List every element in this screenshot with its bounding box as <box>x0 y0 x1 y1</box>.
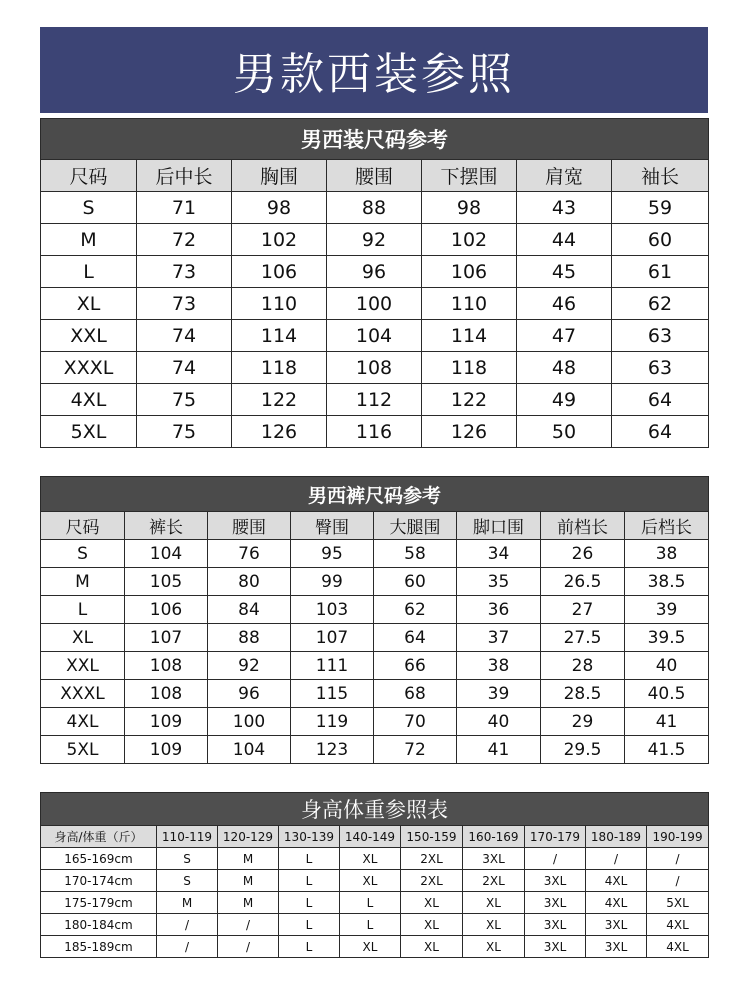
table-row <box>41 624 709 652</box>
table-cell: 75 <box>137 384 232 416</box>
hw-table-title: 身高体重参照表 <box>41 793 709 826</box>
table-cell: 80 <box>208 568 291 596</box>
table-cell: 5XL <box>41 416 137 448</box>
table-cell: 170-174cm <box>41 870 157 892</box>
table-cell: 102 <box>422 224 517 256</box>
table-cell: 4XL <box>41 384 137 416</box>
table-cell: 108 <box>125 680 208 708</box>
table-cell: XL <box>340 936 401 958</box>
table-cell: 68 <box>374 680 457 708</box>
column-header: 腰围 <box>208 512 291 540</box>
table-cell: 3XL <box>525 936 586 958</box>
table-cell: S <box>157 870 218 892</box>
table-cell: 48 <box>517 352 612 384</box>
table-cell: S <box>157 848 218 870</box>
pants-header-row <box>41 512 709 540</box>
table-row <box>41 848 709 870</box>
table-cell: 114 <box>422 320 517 352</box>
table-cell: L <box>279 914 340 936</box>
table-cell: L <box>279 848 340 870</box>
table-cell: 63 <box>612 320 709 352</box>
suit-size-table <box>40 118 709 448</box>
pants-size-table <box>40 476 709 764</box>
table-cell: 3XL <box>525 870 586 892</box>
table-row <box>41 936 709 958</box>
table-cell: 72 <box>374 736 457 764</box>
table-cell: 27.5 <box>541 624 625 652</box>
table-cell: 47 <box>517 320 612 352</box>
table-row <box>41 288 709 320</box>
column-header: 170-179 <box>525 826 586 848</box>
table-cell: 4XL <box>586 892 647 914</box>
table-cell: 64 <box>612 384 709 416</box>
table-cell: 4XL <box>647 914 709 936</box>
table-cell: 41 <box>625 708 709 736</box>
table-cell: 63 <box>612 352 709 384</box>
column-header: 后中长 <box>137 160 232 192</box>
table-cell: 75 <box>137 416 232 448</box>
table-cell: 98 <box>422 192 517 224</box>
table-cell: XXL <box>41 320 137 352</box>
table-cell: 126 <box>422 416 517 448</box>
column-header: 胸围 <box>232 160 327 192</box>
table-cell: XXXL <box>41 352 137 384</box>
table-cell: 74 <box>137 320 232 352</box>
table-cell: 122 <box>232 384 327 416</box>
table-cell: 27 <box>541 596 625 624</box>
table-cell: 100 <box>208 708 291 736</box>
column-header: 腰围 <box>327 160 422 192</box>
table-cell: 59 <box>612 192 709 224</box>
table-row <box>41 416 709 448</box>
column-header: 脚口围 <box>457 512 541 540</box>
table-cell: 88 <box>327 192 422 224</box>
table-cell: 62 <box>374 596 457 624</box>
table-cell: 5XL <box>41 736 125 764</box>
table-cell: 40 <box>457 708 541 736</box>
table-cell: / <box>586 848 647 870</box>
column-header: 裤长 <box>125 512 208 540</box>
table-cell: 122 <box>422 384 517 416</box>
table-cell: 100 <box>327 288 422 320</box>
table-cell: XL <box>41 624 125 652</box>
table-cell: XL <box>463 892 525 914</box>
table-cell: 61 <box>612 256 709 288</box>
table-cell: XL <box>401 892 463 914</box>
table-cell: 43 <box>517 192 612 224</box>
table-row <box>41 892 709 914</box>
table-cell: M <box>41 224 137 256</box>
table-cell: XXL <box>41 652 125 680</box>
table-cell: L <box>340 892 401 914</box>
table-cell: 35 <box>457 568 541 596</box>
table-cell: 41.5 <box>625 736 709 764</box>
table-cell: 106 <box>422 256 517 288</box>
table-cell: 119 <box>291 708 374 736</box>
table-cell: 104 <box>208 736 291 764</box>
table-cell: L <box>41 596 125 624</box>
table-cell: M <box>218 870 279 892</box>
table-row <box>41 320 709 352</box>
table-cell: / <box>157 914 218 936</box>
column-header: 140-149 <box>340 826 401 848</box>
table-row <box>41 708 709 736</box>
table-cell: 108 <box>327 352 422 384</box>
table-cell: 115 <box>291 680 374 708</box>
table-cell: 2XL <box>401 870 463 892</box>
table-row <box>41 652 709 680</box>
table-cell: 106 <box>125 596 208 624</box>
table-cell: L <box>279 892 340 914</box>
table-cell: 45 <box>517 256 612 288</box>
page-banner <box>40 27 708 113</box>
table-cell: 110 <box>422 288 517 320</box>
table-cell: 109 <box>125 708 208 736</box>
table-cell: 44 <box>517 224 612 256</box>
table-cell: / <box>525 848 586 870</box>
table-cell: 118 <box>422 352 517 384</box>
table-cell: M <box>41 568 125 596</box>
table-cell: 74 <box>137 352 232 384</box>
table-cell: 4XL <box>647 936 709 958</box>
table-cell: 3XL <box>525 892 586 914</box>
table-cell: 3XL <box>463 848 525 870</box>
column-header: 160-169 <box>463 826 525 848</box>
table-cell: 4XL <box>586 870 647 892</box>
suit-header-row <box>41 160 709 192</box>
table-row <box>41 736 709 764</box>
table-cell: XL <box>340 870 401 892</box>
table-cell: 3XL <box>586 914 647 936</box>
table-cell: / <box>647 870 709 892</box>
table-cell: 66 <box>374 652 457 680</box>
table-cell: 92 <box>208 652 291 680</box>
table-cell: 4XL <box>41 708 125 736</box>
table-cell: 37 <box>457 624 541 652</box>
table-cell: 104 <box>327 320 422 352</box>
table-row <box>41 596 709 624</box>
table-cell: 109 <box>125 736 208 764</box>
column-header: 110-119 <box>157 826 218 848</box>
table-cell: 185-189cm <box>41 936 157 958</box>
table-cell: 40 <box>625 652 709 680</box>
table-cell: 95 <box>291 540 374 568</box>
table-row <box>41 870 709 892</box>
column-header: 尺码 <box>41 160 137 192</box>
column-header: 肩宽 <box>517 160 612 192</box>
table-cell: 102 <box>232 224 327 256</box>
column-header: 180-189 <box>586 826 647 848</box>
table-cell: 64 <box>374 624 457 652</box>
table-cell: 29.5 <box>541 736 625 764</box>
table-cell: 84 <box>208 596 291 624</box>
table-cell: 29 <box>541 708 625 736</box>
height-weight-table <box>40 792 709 958</box>
table-cell: 99 <box>291 568 374 596</box>
column-header: 前档长 <box>541 512 625 540</box>
table-cell: XXXL <box>41 680 125 708</box>
column-header: 120-129 <box>218 826 279 848</box>
table-cell: 71 <box>137 192 232 224</box>
table-row <box>41 540 709 568</box>
table-cell: L <box>279 936 340 958</box>
table-cell: 3XL <box>586 936 647 958</box>
table-cell: 106 <box>232 256 327 288</box>
table-cell: 34 <box>457 540 541 568</box>
column-header: 下摆围 <box>422 160 517 192</box>
table-cell: 41 <box>457 736 541 764</box>
table-cell: XL <box>41 288 137 320</box>
table-cell: 64 <box>612 416 709 448</box>
table-cell: 96 <box>327 256 422 288</box>
table-cell: 46 <box>517 288 612 320</box>
table-cell: 60 <box>612 224 709 256</box>
table-row <box>41 568 709 596</box>
column-header: 190-199 <box>647 826 709 848</box>
table-row <box>41 352 709 384</box>
banner-title: 男款西装参照 <box>233 49 515 100</box>
table-cell: 73 <box>137 256 232 288</box>
table-cell: 38 <box>457 652 541 680</box>
table-cell: L <box>279 870 340 892</box>
table-cell: 180-184cm <box>41 914 157 936</box>
table-cell: 105 <box>125 568 208 596</box>
column-header: 大腿围 <box>374 512 457 540</box>
table-cell: 49 <box>517 384 612 416</box>
table-cell: 50 <box>517 416 612 448</box>
table-cell: 60 <box>374 568 457 596</box>
table-cell: 70 <box>374 708 457 736</box>
table-cell: 123 <box>291 736 374 764</box>
table-row <box>41 256 709 288</box>
table-cell: / <box>218 936 279 958</box>
table-cell: 110 <box>232 288 327 320</box>
table-cell: 104 <box>125 540 208 568</box>
table-cell: 116 <box>327 416 422 448</box>
column-header: 尺码 <box>41 512 125 540</box>
table-cell: XL <box>401 936 463 958</box>
table-cell: M <box>157 892 218 914</box>
table-row <box>41 914 709 936</box>
table-cell: 118 <box>232 352 327 384</box>
table-cell: 2XL <box>401 848 463 870</box>
table-cell: XL <box>340 848 401 870</box>
table-cell: / <box>157 936 218 958</box>
column-header: 袖长 <box>612 160 709 192</box>
table-cell: 38 <box>625 540 709 568</box>
column-header: 身高/体重（斤） <box>41 826 157 848</box>
table-cell: 40.5 <box>625 680 709 708</box>
table-row <box>41 224 709 256</box>
table-cell: 26 <box>541 540 625 568</box>
table-row <box>41 192 709 224</box>
table-cell: 165-169cm <box>41 848 157 870</box>
table-cell: 39 <box>625 596 709 624</box>
table-cell: 39.5 <box>625 624 709 652</box>
table-row <box>41 384 709 416</box>
table-cell: 73 <box>137 288 232 320</box>
table-cell: 107 <box>125 624 208 652</box>
table-cell: 5XL <box>647 892 709 914</box>
table-cell: 98 <box>232 192 327 224</box>
table-cell: 92 <box>327 224 422 256</box>
table-cell: / <box>218 914 279 936</box>
table-cell: 28.5 <box>541 680 625 708</box>
table-cell: 126 <box>232 416 327 448</box>
table-cell: L <box>340 914 401 936</box>
table-cell: XL <box>463 914 525 936</box>
table-cell: 107 <box>291 624 374 652</box>
table-cell: 2XL <box>463 870 525 892</box>
table-cell: 62 <box>612 288 709 320</box>
column-header: 臀围 <box>291 512 374 540</box>
table-cell: L <box>41 256 137 288</box>
table-cell: M <box>218 892 279 914</box>
table-cell: 39 <box>457 680 541 708</box>
table-cell: 111 <box>291 652 374 680</box>
table-cell: 103 <box>291 596 374 624</box>
table-cell: 114 <box>232 320 327 352</box>
table-cell: 112 <box>327 384 422 416</box>
table-cell: 76 <box>208 540 291 568</box>
table-cell: 3XL <box>525 914 586 936</box>
table-cell: 28 <box>541 652 625 680</box>
table-cell: 175-179cm <box>41 892 157 914</box>
table-cell: 88 <box>208 624 291 652</box>
table-cell: M <box>218 848 279 870</box>
table-cell: 26.5 <box>541 568 625 596</box>
table-cell: S <box>41 192 137 224</box>
column-header: 130-139 <box>279 826 340 848</box>
table-cell: / <box>647 848 709 870</box>
table-cell: 96 <box>208 680 291 708</box>
table-cell: XL <box>401 914 463 936</box>
table-cell: S <box>41 540 125 568</box>
column-header: 后档长 <box>625 512 709 540</box>
table-row <box>41 680 709 708</box>
table-cell: 36 <box>457 596 541 624</box>
table-cell: 38.5 <box>625 568 709 596</box>
table-cell: 72 <box>137 224 232 256</box>
hw-header-row <box>41 826 709 848</box>
table-cell: 108 <box>125 652 208 680</box>
column-header: 150-159 <box>401 826 463 848</box>
pants-table-title: 男西裤尺码参考 <box>41 477 709 512</box>
table-cell: XL <box>463 936 525 958</box>
suit-table-title: 男西装尺码参考 <box>41 119 709 160</box>
table-cell: 58 <box>374 540 457 568</box>
